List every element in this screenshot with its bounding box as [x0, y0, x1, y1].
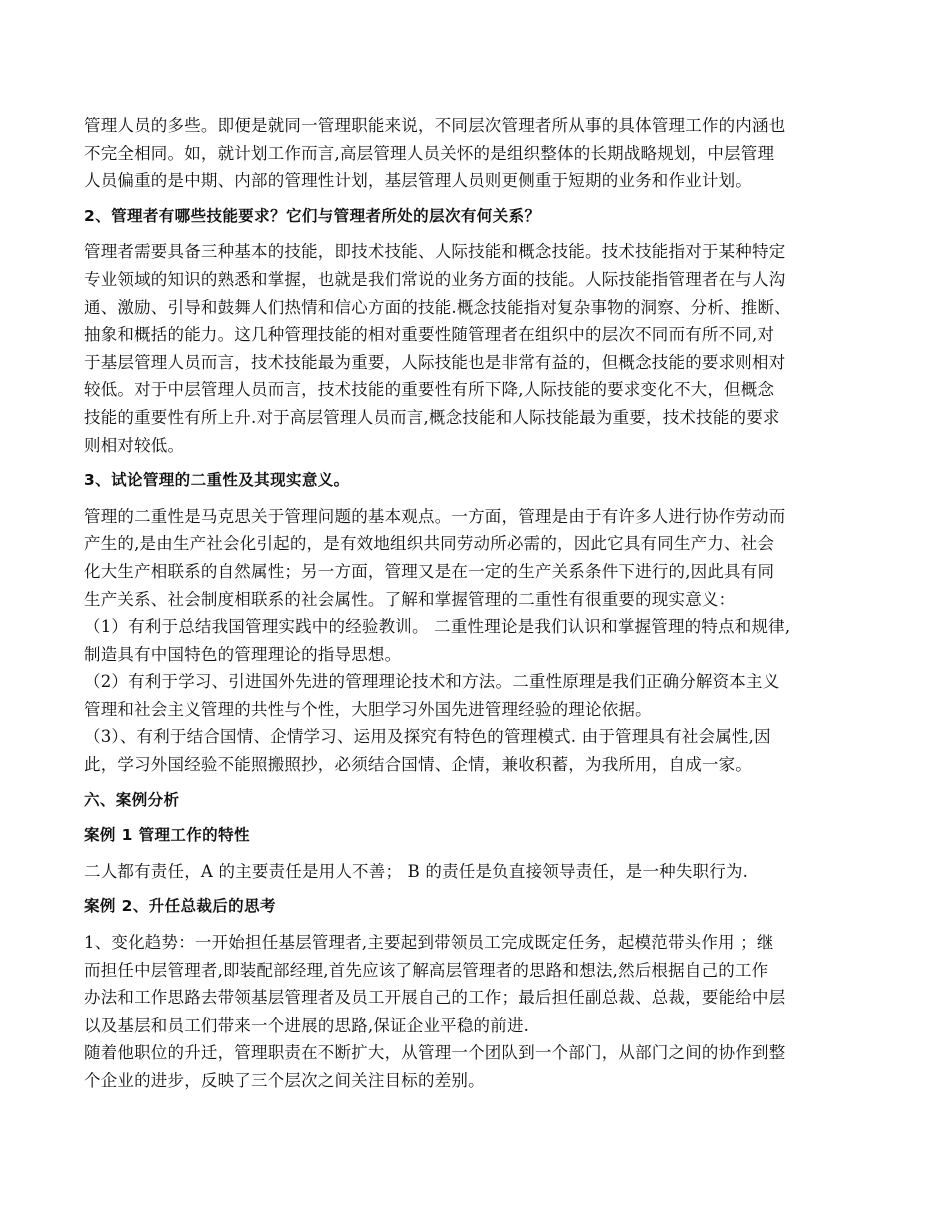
list-item-2: （2）有利于学习、引进国外先进的管理理论技术和方法。二重性原理是我们正确分解资本主义 [84, 672, 780, 692]
case-2-heading: 案例 2、升任总裁后的思考 [84, 897, 276, 916]
text-line: 办法和工作思路去带领基层管理者及员工开展自己的工作；最后担任副总裁、总裁，要能给中层 [84, 988, 786, 1008]
text-line: 则相对较低。 [84, 435, 185, 455]
intro-paragraph [84, 112, 884, 195]
text-line: 人员偏重的是中期、内部的管理性计划，基层管理人员则更侧重于短期的业务和作业计划。 [84, 171, 752, 191]
list-item-1: （1）有利于总结我国管理实践中的经验教训。 二重性理论是我们认识和掌握管理的特点和规律, [84, 617, 791, 637]
question-3-answer [84, 503, 884, 779]
text-line: 制造具有中国特色的管理理论的指导思想。 [84, 644, 402, 664]
text-line: 个企业的进步，反映了三个层次之间关注目标的差别。 [84, 1071, 485, 1090]
text-line: 管理者需要具备三种基本的技能，即技术技能、人际技能和概念技能。技术技能指对于某种特定 [84, 242, 786, 262]
text-line: 不完全相同。如，就计划工作而言,高层管理人员关怀的是组织整体的长期战略规划，中层管理 [84, 143, 775, 163]
question-3-heading: 3、试论管理的二重性及其现实意义。 [84, 471, 350, 490]
question-2-heading: 2、管理者有哪些技能要求？它们与管理者所处的层次有何关系？ [84, 206, 541, 225]
text-line: 此，学习外国经验不能照搬照抄，必须结合国情、企情，兼收积蓄，为我所用，自成一家。 [84, 755, 752, 775]
text-line: 管理的二重性是马克思关于管理问题的基本观点。一方面，管理是由于有许多人进行协作劳动而 [84, 506, 786, 526]
text-line: 于基层管理人员而言，技术技能最为重要，人际技能也是非常有益的，但概念技能的要求则相对 [84, 352, 786, 372]
text-line: 化大生产相联系的自然属性；另一方面，管理又是在一定的生产关系条件下进行的,因此具有同 [84, 561, 775, 581]
text-line: 二人都有责任，A 的主要责任是用人不善； B 的责任是负直接领导责任，是一种失职行为. [84, 861, 749, 881]
list-item-3: （3）、有利于结合国情、企情学习、运用及探究有特色的管理模式. 由于管理具有社会属性,因 [84, 727, 771, 747]
text-line: 管理人员的多些。即便是就同一管理职能来说，不同层次管理者所从事的具体管理工作的内涵也 [84, 116, 786, 135]
text-line: 随着他职位的升迁，管理职责在不断扩大，从管理一个团队到一个部门，从部门之间的协作到整 [84, 1043, 786, 1063]
section-6-heading: 六、案例分析 [84, 790, 180, 809]
case-1-heading: 案例 1 管理工作的特性 [84, 826, 250, 845]
case-2-answer [84, 929, 884, 1095]
text-line: 1、变化趋势：一开始担任基层管理者,主要起到带领员工完成既定任务，起模范带头作用 ；继 [84, 933, 774, 953]
text-line: 较低。对于中层管理人员而言，技术技能的重要性有所下降,人际技能的要求变化不大，但概念 [84, 380, 775, 400]
text-line: 而担任中层管理者,即装配部经理,首先应该了解高层管理者的思路和想法,然后根据自己的工作 [84, 960, 769, 980]
text-line: 技能的重要性有所上升.对于高层管理人员而言,概念技能和人际技能最为重要，技术技能的要求 [84, 407, 780, 427]
text-line: 以及基层和员工们带来一个进展的思路,保证企业平稳的前进. [84, 1015, 530, 1035]
text-line: 生产关系、社会制度相联系的社会属性。了解和掌握管理的二重性有很重要的现实意义： [84, 589, 736, 609]
text-line: 抽象和概括的能力。这几种管理技能的相对重要性随管理者在组织中的层次不同而有所不同,对 [84, 325, 775, 345]
document-page [84, 112, 884, 1095]
text-line: 通、激励、引导和鼓舞人们热情和信心方面的技能.概念技能指对复杂事物的洞察、分析、推断、 [84, 297, 791, 317]
text-line: 专业领域的知识的熟悉和掌握，也就是我们常说的业务方面的技能。人际技能指管理者在与人沟 [84, 269, 786, 289]
question-2-answer [84, 238, 884, 459]
text-line: 产生的,是由生产社会化引起的，是有效地组织共同劳动所必需的，因此它具有同生产力、社会 [84, 534, 775, 554]
case-1-answer [84, 858, 884, 886]
text-line: 管理和社会主义管理的共性与个性，大胆学习外国先进管理经验的理论依据。 [84, 699, 652, 719]
